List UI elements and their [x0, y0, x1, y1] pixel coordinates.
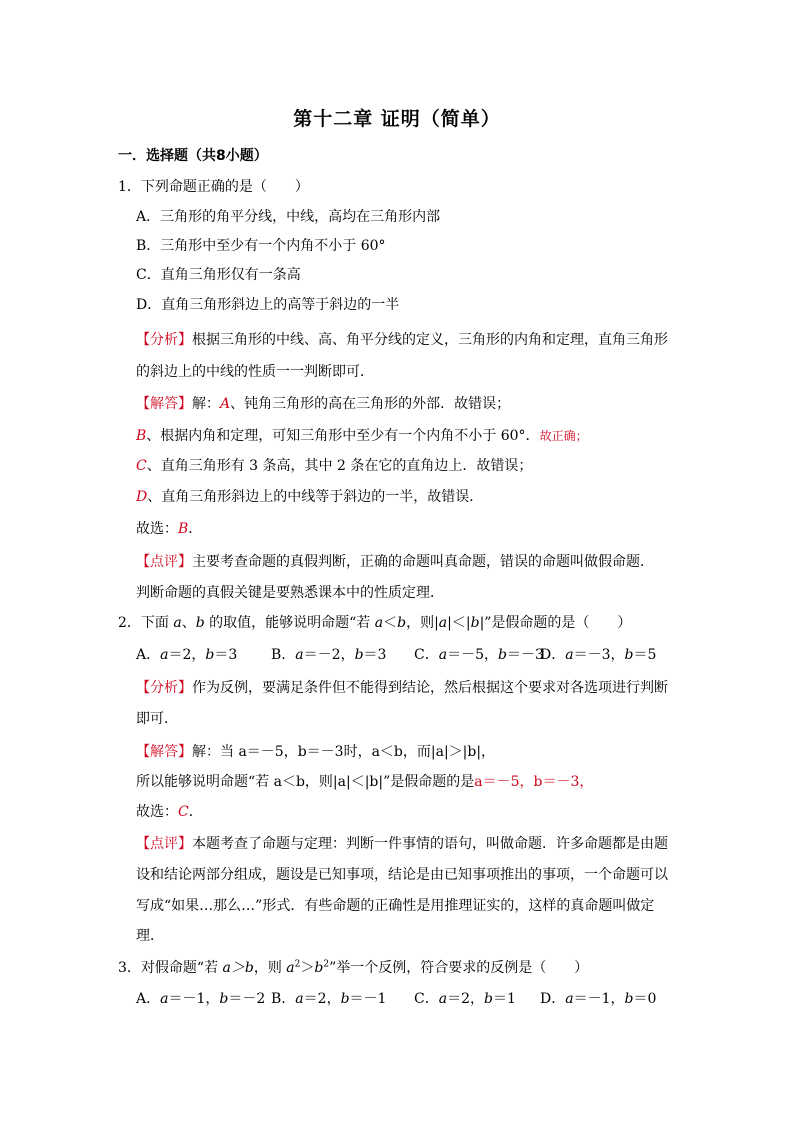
- option-text: ＝2，: [447, 991, 484, 1007]
- var: b: [484, 991, 493, 1007]
- option-text: ＝－2，: [303, 647, 355, 663]
- stem-text: 、: [181, 615, 196, 631]
- var: b: [195, 615, 205, 631]
- var: a: [438, 991, 448, 1007]
- question-1-comment: [136, 553, 654, 571]
- answer-tag: 【解答】: [136, 396, 192, 412]
- var: a: [438, 647, 448, 663]
- var: b: [205, 647, 215, 663]
- comment-tag: 【点评】: [136, 836, 192, 852]
- stem-text: |”是假命题的是（ ）: [479, 615, 632, 631]
- question-2-stem: [118, 614, 631, 632]
- option-label: D．: [540, 647, 566, 663]
- option-text: ＝3: [214, 647, 238, 663]
- option-letter: D: [136, 489, 148, 505]
- option-text: ＝－3: [506, 647, 544, 663]
- var: b: [354, 647, 364, 663]
- question-1-analysis-cont: 的斜边上的中线的性质一一判断即可．: [136, 364, 374, 380]
- var: a: [295, 647, 304, 663]
- var: a: [173, 615, 182, 631]
- answer-text: a＜b，则|a|＜|b|”是假命题的是: [273, 774, 475, 790]
- answer-tag: 【解答】: [136, 744, 192, 760]
- option-letter: C: [136, 458, 147, 474]
- var: a: [295, 991, 304, 1007]
- stem-text: 的取值，能够说明命题“若: [204, 615, 375, 631]
- option-label: D．: [540, 991, 566, 1007]
- question-3-options: [0, 990, 794, 1008]
- stem-text: 2．下面: [118, 615, 174, 631]
- answer-text: 解：: [192, 396, 220, 412]
- var: b: [624, 991, 634, 1007]
- analysis-text: 作为反例，要满足条件但不能得到结论，然后根据这个要求对各选项进行判断: [192, 680, 668, 696]
- stem-text: 3．对假命题“若: [118, 960, 223, 976]
- question-1-option-d: D．直角三角形斜边上的高等于斜边的一半: [136, 297, 400, 313]
- question-2-option-d: [540, 646, 656, 664]
- question-1-answer-line-1: [136, 395, 510, 413]
- option-text: ＝－1，: [168, 991, 220, 1007]
- option-text: ＝0: [633, 991, 657, 1007]
- question-3-option-d: [540, 990, 656, 1008]
- var: b: [498, 647, 507, 663]
- answer-values: a＝－5，b＝－3，: [474, 774, 594, 790]
- option-text: ＝2，: [303, 991, 341, 1007]
- analysis-tag: 【分析】: [136, 332, 192, 348]
- question-3-option-c: [414, 990, 516, 1008]
- choice-letter: B: [178, 521, 189, 537]
- option-text: ＝－2: [228, 991, 266, 1007]
- question-2-choice: [136, 803, 203, 821]
- exponent: 2: [294, 959, 301, 970]
- comment-tag: 【点评】: [136, 554, 192, 570]
- option-letter: B: [136, 428, 147, 444]
- question-2-answer-line-1: [136, 743, 495, 761]
- option-text: ＝1: [492, 991, 516, 1007]
- page-title: 第十二章 证明（简单）: [293, 108, 501, 130]
- question-2-comment: [136, 835, 668, 853]
- answer-text: 解：当 a＝－5，b＝－3时，a＜b，而|a|＞|b|，: [192, 744, 496, 760]
- answer-text: 、直角三角形斜边上的中线等于斜边的一半，故错误．: [147, 489, 484, 505]
- option-text: ＝－1: [349, 991, 387, 1007]
- option-text: ＝2，: [168, 647, 206, 663]
- stem-text: ，则|: [406, 615, 439, 631]
- var: b: [219, 991, 229, 1007]
- choice-punct: ．: [188, 804, 203, 820]
- var: a: [160, 991, 169, 1007]
- option-text: ＝5: [633, 647, 657, 663]
- var: b: [340, 991, 350, 1007]
- option-text: ＝3: [363, 647, 387, 663]
- stem-text: ”举一个反例，符合要求的反例是（ ）: [329, 960, 589, 976]
- question-1-answer-line-4: [136, 488, 483, 506]
- question-1-answer-line-3: [136, 457, 532, 475]
- analysis-text: 根据三角形的中线、高、角平分线的定义，三角形的内角和定理，直角三角形: [192, 332, 668, 348]
- question-2-comment-2: 设和结论两部分组成，题设是已知事项，结论是由已知事项推出的事项，一个命题可以: [136, 867, 668, 883]
- question-1-choice: [136, 520, 202, 538]
- choice-label: 故选：: [136, 521, 178, 537]
- stem-text: ＜: [383, 615, 398, 631]
- question-3-stem: [118, 959, 588, 977]
- var: a: [438, 615, 448, 631]
- var: b: [624, 647, 634, 663]
- question-2-comment-4: 理．: [136, 928, 164, 944]
- answer-text: 、钝角三角形的高在三角形的外部．故错误；: [230, 396, 511, 412]
- comment-text: 主要考查命题的真假判断，正确的命题叫真命题，错误的命题叫做假命题．: [192, 554, 654, 570]
- var: a: [565, 647, 574, 663]
- question-2-analysis: [136, 679, 668, 697]
- var: b: [314, 960, 324, 976]
- analysis-tag: 【分析】: [136, 680, 192, 696]
- question-1-answer-line-2: [136, 427, 588, 445]
- question-1-analysis: [136, 331, 668, 349]
- var: a: [565, 991, 574, 1007]
- exponent: 2: [323, 959, 330, 970]
- choice-punct: ．: [188, 521, 203, 537]
- question-1-option-b: B．三角形中至少有一个内角不小于 60°: [136, 238, 386, 254]
- var: b: [397, 615, 407, 631]
- comment-text: 本题考查了命题与定理：判断一件事情的语句，叫做命题．许多命题都是由题: [192, 836, 668, 852]
- choice-label: 故选：: [136, 804, 178, 820]
- question-2-analysis-cont: 即可．: [136, 711, 178, 727]
- question-2-option-b: [271, 646, 386, 664]
- var: a: [286, 960, 295, 976]
- question-1-option-a: A．三角形的角平分线，中线，高均在三角形内部: [136, 209, 441, 225]
- choice-letter: C: [178, 804, 189, 820]
- question-1-stem: 1．下列命题正确的是（ ）: [118, 179, 309, 195]
- stem-text: ，则: [253, 960, 287, 976]
- section-heading: 一．选择题（共8小题）: [118, 148, 268, 164]
- question-2-options: [0, 646, 794, 664]
- question-2-answer-line-2: [136, 773, 593, 791]
- stem-text: |＜|: [447, 615, 471, 631]
- option-label: C．: [414, 647, 439, 663]
- answer-text-red: 故正确；: [539, 429, 588, 443]
- question-1-comment-cont: 判断命题的真假关键是要熟悉课本中的性质定理．: [136, 585, 444, 601]
- var: b: [470, 615, 480, 631]
- stem-text: ＞: [300, 960, 315, 976]
- var: a: [374, 615, 384, 631]
- option-label: B．: [271, 647, 296, 663]
- answer-text: 所以能够说明命题“若: [136, 774, 274, 790]
- question-3-option-b: [271, 990, 386, 1008]
- option-text: ＝－5，: [447, 647, 498, 663]
- question-2-comment-3: 写成“如果…那么…”形式．有些命题的正确性是用推理证实的，这样的真命题叫做定: [136, 898, 655, 914]
- answer-text: 、直角三角形有 3 条高，其中 2 条在它的直角边上．故错误；: [146, 458, 533, 474]
- option-label: C．: [414, 991, 439, 1007]
- question-2-option-a: [136, 646, 237, 664]
- option-label: A．: [136, 991, 161, 1007]
- question-3-option-a: [136, 990, 265, 1008]
- var: a＞b: [222, 960, 254, 976]
- option-label: A．: [136, 647, 161, 663]
- option-text: ＝－3，: [573, 647, 625, 663]
- var: a: [160, 647, 169, 663]
- option-letter: A: [220, 396, 231, 412]
- answer-text: 、根据内角和定理，可知三角形中至少有一个内角不小于 60°．: [146, 428, 540, 444]
- option-label: B．: [271, 991, 296, 1007]
- question-2-option-c: [414, 646, 544, 664]
- option-text: ＝－1，: [573, 991, 625, 1007]
- question-1-option-c: C．直角三角形仅有一条高: [136, 267, 301, 283]
